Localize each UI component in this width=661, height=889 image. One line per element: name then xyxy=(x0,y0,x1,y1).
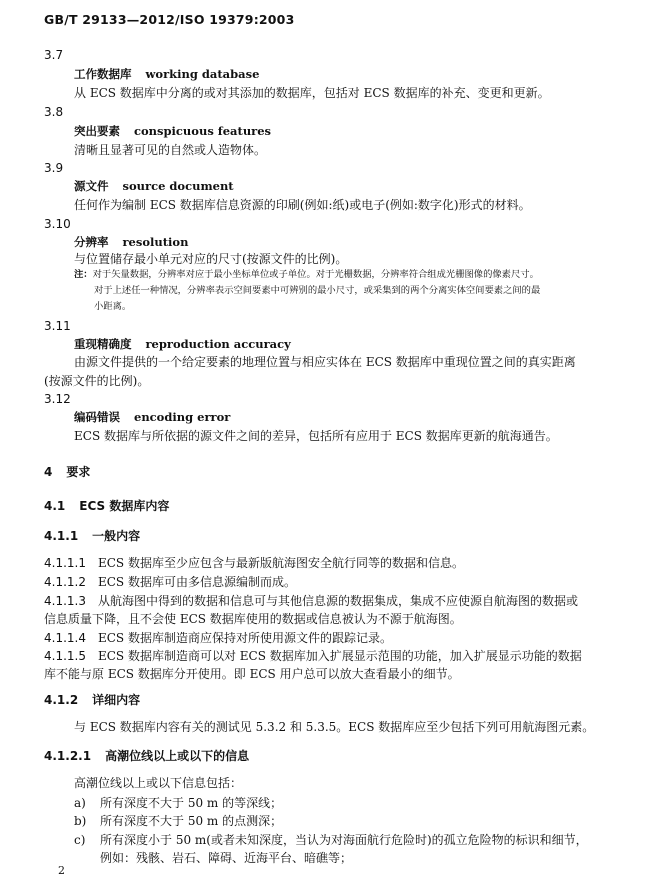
clause-number: 4.1.1.1 xyxy=(44,556,86,570)
term-definition: ECS 数据库与所依据的源文件之间的差异，包括所有应用于 ECS 数据库更新的航海通告。 xyxy=(74,429,558,443)
paragraph: 高潮位线以上或以下信息包括： xyxy=(74,776,243,790)
term-title xyxy=(74,178,234,194)
term-title xyxy=(74,409,230,425)
term-number: 3.7 xyxy=(44,48,64,62)
term-zh: 重现精确度 xyxy=(74,337,132,351)
clause-text: ECS 数据库至少应包含与最新版航海图安全航行同等的数据和信息。 xyxy=(97,556,464,570)
term-number: 3.10 xyxy=(44,217,71,231)
term-number: 3.8 xyxy=(44,105,64,119)
term-number: 3.11 xyxy=(44,319,71,333)
term-title xyxy=(74,234,188,250)
term-en: working database xyxy=(145,67,260,81)
term-en: source document xyxy=(122,179,234,193)
list-item-label: c) xyxy=(74,833,86,847)
term-zh: 工作数据库 xyxy=(74,67,132,81)
section-heading xyxy=(44,748,249,764)
section-heading xyxy=(44,498,169,514)
list-item-text: 所有深度小于 50 m(或者未知深度，当认为对海面航行危险时)的孤立危险物的标识和细节， xyxy=(100,833,588,847)
term-definition: 从 ECS 数据库中分离的或对其添加的数据库，包括对 ECS 数据库的补充、变更和更新。 xyxy=(74,86,550,100)
clause-number: 4.1.1.3 xyxy=(44,594,86,608)
clause-number: 4.1.1.5 xyxy=(44,649,86,663)
term-definition-cont: (按源文件的比例)。 xyxy=(44,374,150,388)
note-line: 小距离。 xyxy=(94,301,132,312)
list-item xyxy=(74,813,282,829)
section-title: 一般内容 xyxy=(92,529,141,543)
term-definition: 由源文件提供的一个给定要素的地理位置与相应实体在 ECS 数据库中重现位置之间的真实距离 xyxy=(74,355,576,369)
clause-text: ECS 数据库可由多信息源编制而成。 xyxy=(97,575,296,589)
term-en: conspicuous features xyxy=(134,124,272,138)
term-number: 3.9 xyxy=(44,161,64,175)
section-number: 4 xyxy=(44,465,53,479)
list-item xyxy=(74,795,282,811)
section-title: ECS 数据库内容 xyxy=(79,499,170,513)
section-number: 4.1 xyxy=(44,499,66,513)
note-line: 对于上述任一种情况，分辨率表示空间要素中可辨别的最小尺寸，或采集到的两个分离实体空间要素之间的最 xyxy=(94,285,541,296)
note xyxy=(74,268,539,282)
clause xyxy=(44,648,582,664)
page-number: 2 xyxy=(58,864,65,877)
list-item-label: b) xyxy=(74,814,87,828)
term-en: resolution xyxy=(122,235,189,249)
clause-number: 4.1.1.2 xyxy=(44,575,86,589)
clause-text: ECS 数据库制造商可以对 ECS 数据库加入扩展显示范围的功能，加入扩展显示功能的数据 xyxy=(97,649,582,663)
term-number: 3.12 xyxy=(44,392,71,406)
list-item-text-cont: 例如：残骸、岩石、障碍、近海平台、暗礁等； xyxy=(100,851,353,865)
term-definition: 清晰且显著可见的自然或人造物体。 xyxy=(74,143,267,157)
standard-header: GB/T 29133—2012/ISO 19379:2003 xyxy=(44,12,295,27)
section-title: 要求 xyxy=(66,465,91,479)
list-item-text: 所有深度不大于 50 m 的点测深； xyxy=(100,814,283,828)
section-number: 4.1.1 xyxy=(44,529,79,543)
clause xyxy=(44,593,578,609)
note-line: 对于矢量数据，分辨率对应于最小坐标单位或子单位。对于光栅数据，分辨率符合组成光栅图像的像素尺寸。 xyxy=(92,269,539,280)
section-title: 高潮位线以上或以下的信息 xyxy=(105,749,250,763)
term-zh: 源文件 xyxy=(74,179,109,193)
clause-number: 4.1.1.4 xyxy=(44,631,86,645)
clause-text-cont: 库不能与原 ECS 数据库分开使用。即 ECS 用户总可以放大查看最小的细节。 xyxy=(44,667,460,681)
clause-text: 从航海图中得到的数据和信息可与其他信息源的数据集成，集成不应使源自航海图的数据或 xyxy=(97,594,578,608)
note-label: 注： xyxy=(74,269,93,280)
term-zh: 突出要素 xyxy=(74,124,120,138)
section-title: 详细内容 xyxy=(92,693,141,707)
clause-text-cont: 信息质量下降，且不会使 ECS 数据库使用的数据或信息被认为不源于航海图。 xyxy=(44,612,462,626)
list-item xyxy=(74,832,588,848)
term-en: encoding error xyxy=(134,410,231,424)
clause xyxy=(44,574,296,590)
section-number: 4.1.2.1 xyxy=(44,749,92,763)
section-heading xyxy=(44,692,140,708)
term-zh: 编码错误 xyxy=(74,410,120,424)
paragraph: 与 ECS 数据库内容有关的测试见 5.3.2 和 5.3.5。ECS 数据库应至少包括下列可用航海图元素。 xyxy=(74,720,595,734)
clause xyxy=(44,630,392,646)
section-number: 4.1.2 xyxy=(44,693,79,707)
term-zh: 分辨率 xyxy=(74,235,109,249)
term-definition: 任何作为编制 ECS 数据库信息资源的印刷(例如:纸)或电子(例如:数字化)形式的材料。 xyxy=(74,198,531,212)
term-title xyxy=(74,336,291,352)
term-title xyxy=(74,123,271,139)
term-en: reproduction accuracy xyxy=(145,337,291,351)
term-definition: 与位置储存最小单元对应的尺寸(按源文件的比例)。 xyxy=(74,252,348,266)
clause-text: ECS 数据库制造商应保持对所使用源文件的跟踪记录。 xyxy=(97,631,392,645)
term-title xyxy=(74,66,259,82)
list-item-text: 所有深度不大于 50 m 的等深线； xyxy=(100,796,283,810)
section-heading xyxy=(44,464,90,480)
clause xyxy=(44,555,464,571)
list-item-label: a) xyxy=(74,796,86,810)
section-heading xyxy=(44,528,140,544)
